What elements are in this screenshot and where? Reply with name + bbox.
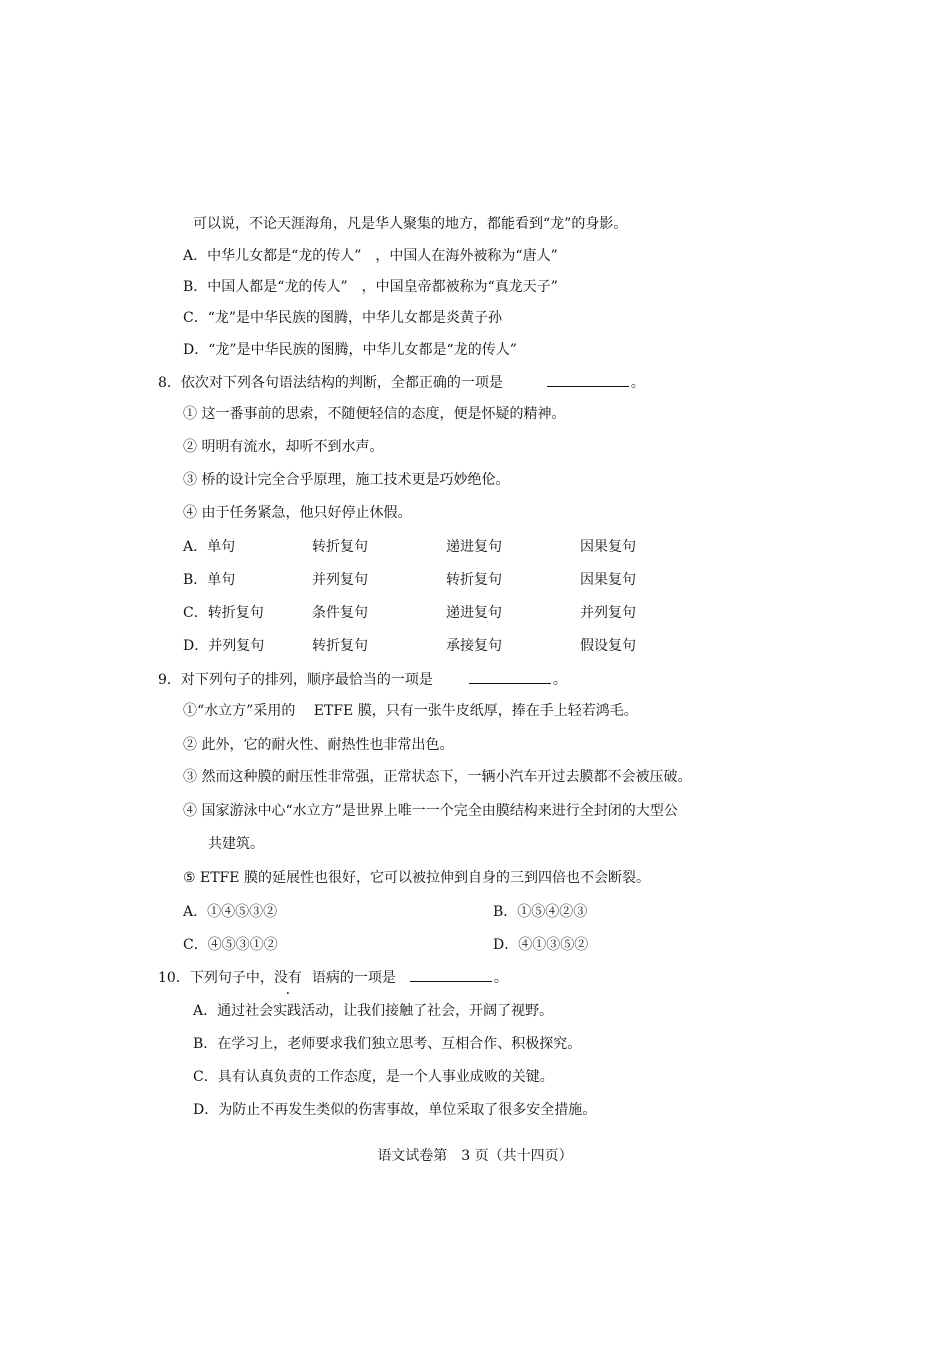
q10-stem — [158, 967, 508, 988]
q8-answer-blank[interactable] — [547, 372, 629, 387]
q8-sentence-4: ④ 由于任务紧急，他只好停止休假。 — [183, 505, 412, 521]
q8-sentence-3: ③ 桥的设计完全合乎原理，施工技术更是巧妙绝伦。 — [183, 472, 510, 488]
q7-option-a: A．中华儿女都是“龙的传人” ，中国人在海外被称为“唐人” — [183, 248, 558, 264]
q9-sentence-3: ③ 然而这种膜的耐压性非常强，正常状态下，一辆小汽车开过去膜都不会被压破。 — [183, 769, 692, 785]
q8-a-2: 转折复句 — [312, 539, 368, 555]
q10-option-c: C．具有认真负责的工作态度，是一个人事业成败的关键。 — [193, 1069, 554, 1085]
q8-sentence-2: ② 明明有流水，却听不到水声。 — [183, 439, 384, 455]
q8-d-4: 假设复句 — [580, 638, 636, 654]
q9-answer-blank[interactable] — [469, 669, 551, 684]
q7-stem: 可以说，不论天涯海角，凡是华人聚集的地方，都能看到“龙”的身影。 — [193, 216, 628, 232]
q10-stem-tail: 。 — [493, 970, 508, 986]
q8-c-1: C．转折复句 — [183, 605, 264, 621]
q9-sentence-2: ② 此外，它的耐火性、耐热性也非常出色。 — [183, 737, 454, 753]
q7-option-c: C．“龙”是中华民族的图腾，中华儿女都是炎黄子孙 — [183, 310, 503, 326]
q10-option-b: B．在学习上，老师要求我们独立思考、互相合作、积极探究。 — [193, 1036, 582, 1052]
q8-a-3: 递进复句 — [446, 539, 502, 555]
q8-a-4: 因果复句 — [580, 539, 636, 555]
q8-b-1: B．单句 — [183, 572, 236, 588]
page-footer: 语文试卷第 3 页（共十四页） — [377, 1148, 573, 1164]
q8-d-3: 承接复句 — [446, 638, 502, 654]
q9-sentence-5: ⑤ ETFE 膜的延展性也很好，它可以被拉伸到自身的三到四倍也不会断裂。 — [183, 870, 650, 886]
q8-sentence-1: ① 这一番事前的思索，不随便轻信的态度，便是怀疑的精神。 — [183, 406, 566, 422]
q10-stem-emphasis: 没有 — [273, 970, 302, 986]
q8-stem-text: 8．依次对下列各句语法结构的判断，全都正确的一项是 — [158, 375, 503, 391]
q10-option-a: A．通过社会实践活动，让我们接触了社会，开阔了视野。 — [193, 1003, 554, 1019]
q9-sentence-4: ④ 国家游泳中心“水立方”是世界上唯一一个完全由膜结构来进行全封闭的大型公 — [183, 803, 678, 819]
q9-option-a: A．①④⑤③② — [183, 904, 278, 920]
q9-sentence-1: ①“水立方”采用的 ETFE 膜，只有一张牛皮纸厚，捧在手上轻若鸿毛。 — [183, 703, 638, 719]
q8-c-2: 条件复句 — [312, 605, 368, 621]
q10-stem-pre: 10．下列句子中， — [158, 970, 274, 986]
q9-option-b: B．①⑤④②③ — [493, 904, 588, 920]
q8-stem — [158, 372, 645, 393]
q8-d-1: D．并列复句 — [183, 638, 265, 654]
q8-d-2: 转折复句 — [312, 638, 368, 654]
q7-option-d: D．“龙”是中华民族的图腾，中华儿女都是“龙的传人” — [183, 342, 517, 358]
q8-c-4: 并列复句 — [580, 605, 636, 621]
q9-stem — [158, 669, 567, 690]
q9-stem-text: 9．对下列句子的排列，顺序最恰当的一项是 — [158, 672, 433, 688]
q8-b-4: 因果复句 — [580, 572, 636, 588]
q8-stem-tail: 。 — [630, 375, 645, 391]
q10-option-d: D．为防止不再发生类似的伤害事故，单位采取了很多安全措施。 — [193, 1102, 597, 1118]
q8-b-3: 转折复句 — [446, 572, 502, 588]
q9-sentence-4-cont: 共建筑。 — [208, 836, 264, 852]
q9-stem-tail: 。 — [552, 672, 567, 688]
q9-option-d: D．④①③⑤② — [493, 937, 589, 953]
q8-a-1: A．单句 — [183, 539, 236, 555]
q10-answer-blank[interactable] — [410, 967, 492, 982]
q8-b-2: 并列复句 — [312, 572, 368, 588]
q8-c-3: 递进复句 — [446, 605, 502, 621]
q7-option-b: B．中国人都是“龙的传人” ，中国皇帝都被称为“真龙天子” — [183, 279, 558, 295]
q10-stem-post: 语病的一项是 — [311, 970, 396, 986]
q9-option-c: C．④⑤③①② — [183, 937, 278, 953]
